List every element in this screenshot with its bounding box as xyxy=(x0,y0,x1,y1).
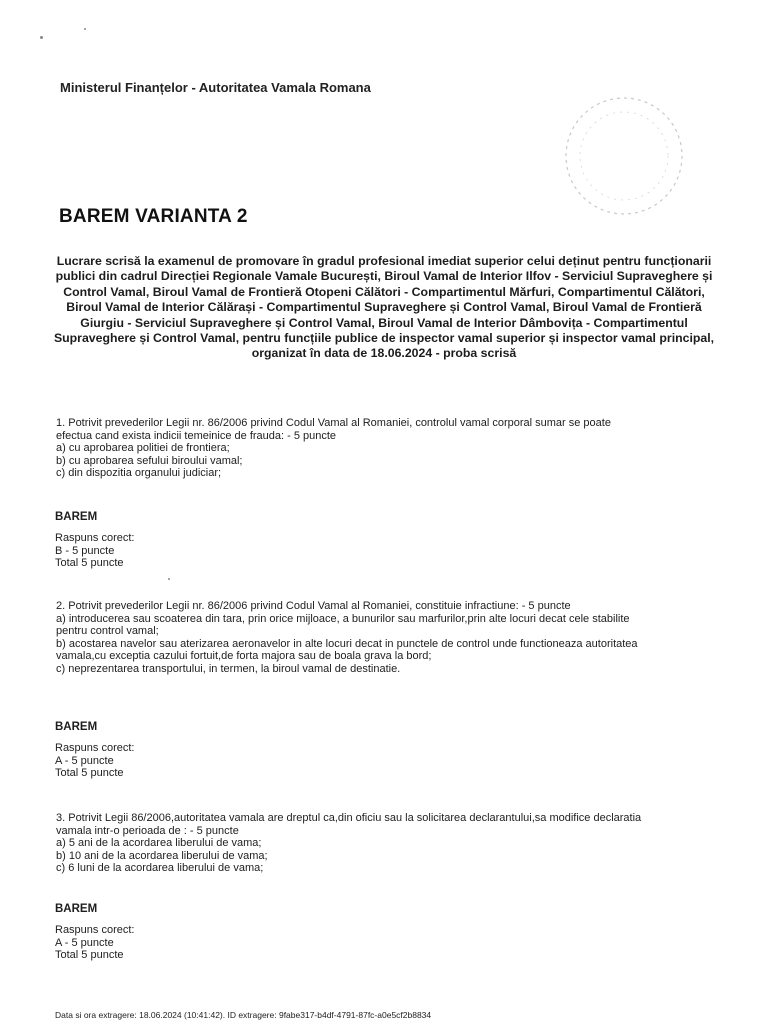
answer-option: a) cu aprobarea politiei de frontiera; xyxy=(56,442,230,455)
answer-option: b) 10 ani de la acordarea liberului de vama; xyxy=(56,849,268,862)
document-title: BAREM VARIANTA 2 xyxy=(59,206,248,227)
barem-correct-label: Raspuns corect: xyxy=(55,532,135,545)
answer-option: a) introducerea sau scoaterea din tara, prin orice mijloace, a bunurilor sau marfurilor,prin alte locuri decat cele stabilite xyxy=(56,612,630,625)
scan-speck xyxy=(168,578,170,580)
barem-total: Total 5 puncte xyxy=(55,949,124,962)
question-line: 1. Potrivit prevederilor Legii nr. 86/2006 privind Codul Vamal al Romaniei, controlul vamal corporal sumar se poate xyxy=(56,417,611,429)
barem-label: BAREM xyxy=(55,903,98,915)
answer-option: pentru control vamal; xyxy=(56,625,159,638)
answer-option: c) neprezentarea transportului, in termen, la biroul vamal de destinatie. xyxy=(56,662,401,675)
barem-3 xyxy=(55,903,134,962)
question-3 xyxy=(56,812,716,875)
barem-answer: A - 5 puncte xyxy=(55,754,114,767)
question-line: efectua cand exista indicii temeinice de frauda: - 5 puncte xyxy=(56,429,337,442)
barem-answer: B - 5 puncte xyxy=(55,544,115,557)
faded-stamp xyxy=(560,92,688,220)
question-line: 3. Potrivit Legii 86/2006,autoritatea vamala are dreptul ca,din oficiu sau la solicitarea declarantului,sa modifice declaratia xyxy=(56,812,642,824)
answer-option: c) 6 luni de la acordarea liberului de vama; xyxy=(56,862,264,875)
question-2 xyxy=(56,600,716,676)
question-line: 2. Potrivit prevederilor Legii nr. 86/2006 privind Codul Vamal al Romaniei, constituie infractiune: - 5 puncte xyxy=(56,600,571,612)
answer-option: b) cu aprobarea sefului biroului vamal; xyxy=(56,454,243,467)
ministry-header: Ministerul Finanțelor - Autoritatea Vamala Romana xyxy=(60,80,371,95)
barem-1 xyxy=(55,511,134,570)
barem-label: BAREM xyxy=(55,511,98,523)
barem-2 xyxy=(55,721,134,780)
exam-description: Lucrare scrisă la examenul de promovare în gradul profesional imediat superior celui deținut pentru funcționarii publici din cadrul Direcției Regionale Vamale București, Biroul Vamal de Interior Ilfov - Serviciul Supraveghere și Control Vamal, Biroul Vamal de Frontieră Otopeni Călători - Compartimentul Mărfuri, Compartimentul Călători, Biroul Vamal de Interior Călărași - Compartimentul Supraveghere și Control Vamal, Biroul Vamal de Frontieră Giurgiu - Serviciul Supraveghere și Control Vamal, Biroul Vamal de Interior Dâmbovița - Compartimentul Supraveghere și Control Vamal, pentru funcțiile publice de inspector vamal superior și inspector vamal principal, organizat în data de 18.06.2024 - proba scrisă xyxy=(53,254,715,361)
barem-correct-label: Raspuns corect: xyxy=(55,924,135,937)
answer-option: a) 5 ani de la acordarea liberului de vama; xyxy=(56,837,262,850)
barem-total: Total 5 puncte xyxy=(55,767,124,780)
answer-option: c) din dispozitia organului judiciar; xyxy=(56,467,222,480)
extraction-footer: Data si ora extragere: 18.06.2024 (10:41:42). ID extragere: 9fabe317-b4df-4791-87fc-a0e5cf2b8834 xyxy=(55,1010,432,1020)
barem-label: BAREM xyxy=(55,721,98,733)
barem-total: Total 5 puncte xyxy=(55,557,124,570)
question-line: vamala intr-o perioada de : - 5 puncte xyxy=(56,824,239,837)
scan-speck xyxy=(84,28,86,30)
barem-correct-label: Raspuns corect: xyxy=(55,742,135,755)
scan-speck xyxy=(40,36,43,39)
question-1 xyxy=(56,417,716,480)
answer-option: b) acostarea navelor sau aterizarea aeronavelor in alte locuri decat in punctele de control unde functioneaza autoritatea xyxy=(56,637,638,650)
barem-answer: A - 5 puncte xyxy=(55,936,114,949)
answer-option: vamala,cu exceptia cazului fortuit,de forta majora sau de boala grava la bord; xyxy=(56,650,432,663)
